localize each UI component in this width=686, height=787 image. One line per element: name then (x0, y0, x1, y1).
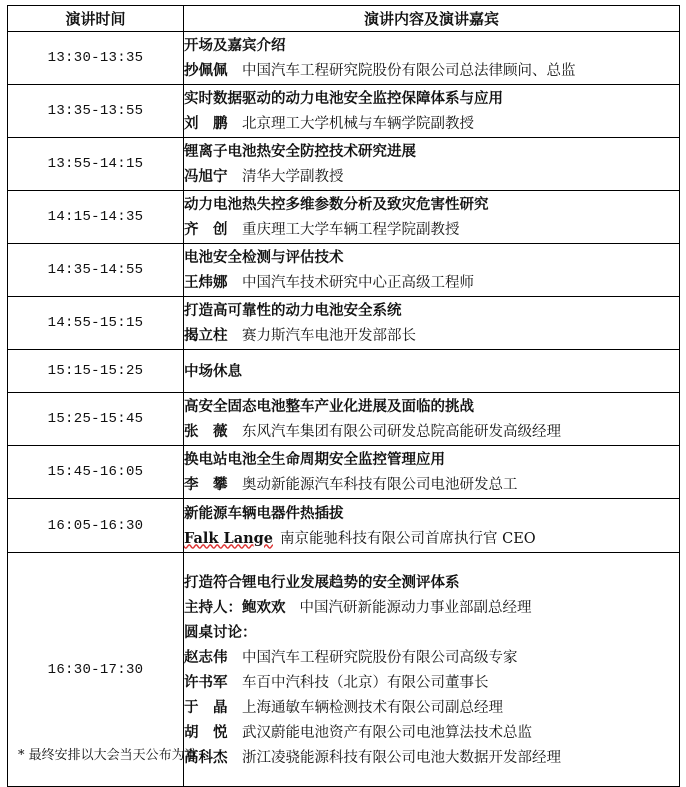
time-cell: 15:15-15:25 (8, 350, 184, 393)
content-cell (184, 32, 680, 85)
time-cell: 16:30-17:30 (8, 553, 184, 787)
topic-title: 新能源车辆电器件热插拔 (184, 504, 344, 522)
speaker-affiliation: 武汉蔚能电池资产有限公司电池算法技术总监 (242, 724, 532, 741)
speaker-affiliation: 清华大学副教授 (242, 169, 344, 185)
speaker-name: 高科杰 (184, 748, 228, 766)
host-affiliation: 中国汽研新能源动力事业部副总经理 (299, 599, 532, 616)
speaker-name: 揭立柱 (184, 327, 228, 344)
speaker-line (184, 526, 679, 551)
speaker-affiliation: 车百中汽科技（北京）有限公司董事长 (242, 674, 489, 691)
content-cell (184, 191, 680, 244)
speaker-name: 胡 悦 (184, 723, 228, 741)
content-cell (184, 446, 680, 499)
speaker-name: 冯旭宁 (184, 168, 228, 185)
speaker-name: 赵志伟 (184, 648, 228, 666)
speaker-name: 抄佩佩 (184, 62, 228, 79)
topic-title: 电池安全检测与评估技术 (184, 249, 344, 266)
table-row (8, 85, 680, 138)
speaker-line (184, 270, 679, 295)
table-row (8, 138, 680, 191)
host-line (184, 595, 679, 620)
topic-title: 高安全固态电池整车产业化进展及面临的挑战 (184, 398, 474, 415)
content-cell (184, 393, 680, 446)
header-content: 演讲内容及演讲嘉宾 (184, 6, 680, 32)
time-cell: 15:45-16:05 (8, 446, 184, 499)
speaker-affiliation: 中国汽车技术研究中心正高级工程师 (242, 275, 474, 291)
speaker-name: 李 攀 (184, 476, 228, 493)
speaker-line (184, 670, 679, 695)
header-row (8, 6, 680, 32)
time-cell: 13:55-14:15 (8, 138, 184, 191)
content-cell (184, 85, 680, 138)
table-row (8, 32, 680, 85)
content-cell (184, 350, 680, 393)
time-cell: 13:30-13:35 (8, 32, 184, 85)
topic-title: 换电站电池全生命周期安全监控管理应用 (184, 451, 445, 468)
speaker-affiliation: 赛力斯汽车电池开发部部长 (242, 328, 416, 344)
speaker-affiliation: 重庆理工大学车辆工程学院副教授 (242, 222, 460, 238)
speaker-line (184, 745, 679, 770)
speaker-name: 齐 创 (184, 221, 228, 238)
speaker-name: 于 晶 (184, 698, 228, 716)
content-cell (184, 138, 680, 191)
speaker-line (184, 111, 679, 136)
topic-title: 实时数据驱动的动力电池安全监控保障体系与应用 (184, 90, 503, 107)
speaker-line (184, 695, 679, 720)
speaker-affiliation: 上海通敏车辆检测技术有限公司副总经理 (242, 699, 503, 716)
table-row (8, 446, 680, 499)
footnote: * 最终安排以大会当天公布为准 (18, 748, 198, 763)
speaker-name: 许书军 (184, 673, 228, 691)
speaker-affiliation: 奥动新能源汽车科技有限公司电池研发总工 (242, 477, 518, 493)
time-cell: 14:35-14:55 (8, 244, 184, 297)
topic-title: 锂离子电池热安全防控技术研究进展 (184, 143, 416, 160)
speaker-line (184, 720, 679, 745)
speaker-name: Falk Lange (184, 529, 273, 547)
host-label: 主持人： (184, 598, 242, 616)
topic-title: 中场休息 (184, 362, 242, 380)
header-time: 演讲时间 (8, 6, 184, 32)
speaker-affiliation: 东风汽车集团有限公司研发总院高能研发高级经理 (242, 424, 561, 440)
time-cell: 13:35-13:55 (8, 85, 184, 138)
time-cell: 14:15-14:35 (8, 191, 184, 244)
table-row (8, 297, 680, 350)
speaker-line (184, 419, 679, 444)
topic-title: 打造高可靠性的动力电池安全系统 (184, 302, 402, 319)
time-cell: 14:55-15:15 (8, 297, 184, 350)
speaker-affiliation: 中国汽车工程研究院股份有限公司高级专家 (242, 649, 518, 666)
content-cell (184, 244, 680, 297)
speaker-line (184, 58, 679, 83)
time-cell: 16:05-16:30 (8, 499, 184, 553)
speaker-line (184, 164, 679, 189)
topic-title: 开场及嘉宾介绍 (184, 37, 286, 54)
content-cell (184, 297, 680, 350)
speaker-affiliation: 南京能驰科技有限公司首席执行官 CEO (280, 530, 536, 547)
speaker-line (184, 323, 679, 348)
speaker-name: 刘 鹏 (184, 115, 228, 132)
table-row (8, 244, 680, 297)
content-cell (184, 499, 680, 553)
speaker-name: 张 薇 (184, 423, 228, 440)
speaker-affiliation: 浙江凌骁能源科技有限公司电池大数据开发部经理 (242, 749, 561, 766)
table-row (8, 350, 680, 393)
speaker-line (184, 217, 679, 242)
table-row (8, 191, 680, 244)
host-name: 鲍欢欢 (242, 598, 286, 616)
speaker-affiliation: 中国汽车工程研究院股份有限公司总法律顾问、总监 (242, 63, 576, 79)
topic-title: 打造符合锂电行业发展趋势的安全测评体系 (184, 573, 460, 591)
speaker-line (184, 472, 679, 497)
speaker-line (184, 645, 679, 670)
speaker-affiliation: 北京理工大学机械与车辆学院副教授 (242, 116, 474, 132)
table-row (8, 499, 680, 553)
speaker-name: 王炜娜 (184, 274, 228, 291)
table-row (8, 393, 680, 446)
time-cell: 15:25-15:45 (8, 393, 184, 446)
topic-title: 动力电池热失控多维参数分析及致灾危害性研究 (184, 196, 489, 213)
schedule-table (7, 5, 680, 787)
panel-label: 圆桌讨论： (184, 623, 257, 641)
content-cell (184, 553, 680, 787)
